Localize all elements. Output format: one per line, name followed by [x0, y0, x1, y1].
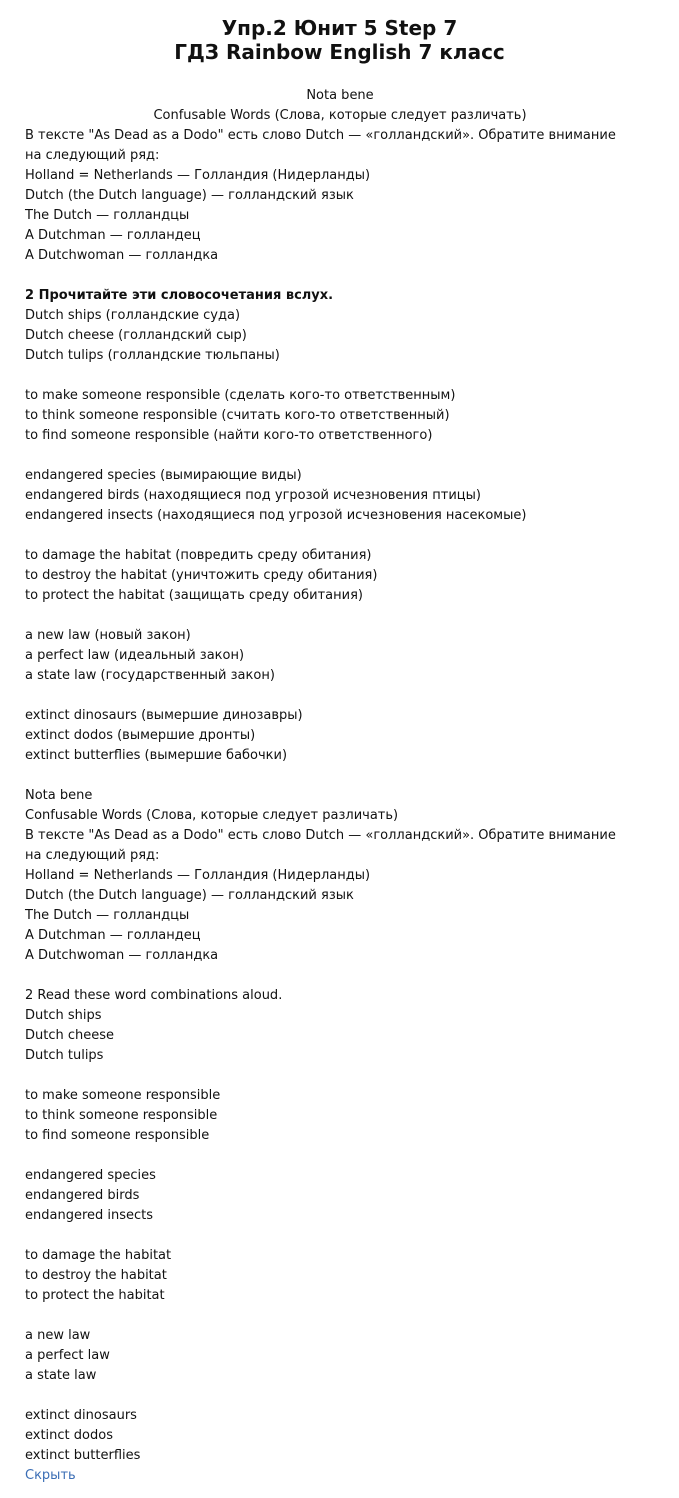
phrase-item: to think someone responsible (считать кого-то ответственный)	[25, 408, 450, 423]
nota-bene-heading: Nota bene	[25, 788, 93, 803]
list-item: The Dutch — голландцы	[25, 908, 190, 923]
phrase-item: to damage the habitat (повредить среду обитания)	[25, 548, 372, 563]
phrase-item: endangered birds	[25, 1188, 140, 1203]
phrase-item: endangered species	[25, 1168, 156, 1183]
phrase-item: endangered insects (находящиеся под угрозой исчезновения насекомые)	[25, 508, 527, 523]
spacer	[25, 606, 665, 626]
phrase-item: extinct dinosaurs	[25, 1408, 137, 1423]
nota-bene-heading: Nota bene	[306, 88, 374, 103]
phrase-item: a perfect law	[25, 1348, 110, 1363]
intro-text: В тексте "As Dead as a Dodo" есть слово Dutch — «голландский». Обратите внимание	[25, 128, 616, 143]
intro-text: на следующий ряд:	[25, 148, 160, 163]
spacer	[25, 1146, 665, 1166]
phrase-item: a new law	[25, 1328, 91, 1343]
task-heading: 2 Прочитайте эти словосочетания вслух.	[25, 288, 334, 303]
list-item: A Dutchman — голландец	[25, 928, 201, 943]
original-section	[25, 786, 665, 1466]
list-item: A Dutchman — голландец	[25, 228, 201, 243]
spacer	[25, 686, 665, 706]
spacer	[25, 266, 665, 286]
phrase-item: Dutch cheese	[25, 1028, 115, 1043]
list-item: A Dutchwoman — голландка	[25, 248, 219, 263]
spacer	[25, 1066, 665, 1086]
phrase-item: extinct butterflies (вымершие бабочки)	[25, 748, 288, 763]
spacer	[25, 1306, 665, 1326]
phrase-item: extinct dinosaurs (вымершие динозавры)	[25, 708, 303, 723]
phrase-item: extinct dodos	[25, 1428, 113, 1443]
translation-section	[25, 86, 665, 786]
spacer	[25, 526, 665, 546]
confusable-words-heading: Confusable Words (Слова, которые следует различать)	[153, 108, 527, 123]
list-item: Holland = Netherlands — Голландия (Нидерланды)	[25, 168, 371, 183]
phrase-item: endangered species (вымирающие виды)	[25, 468, 302, 483]
list-item: Holland = Netherlands — Голландия (Нидерланды)	[25, 868, 371, 883]
spacer	[25, 446, 665, 466]
phrase-item: a new law (новый закон)	[25, 628, 191, 643]
phrase-item: a perfect law (идеальный закон)	[25, 648, 245, 663]
spacer	[25, 966, 665, 986]
phrase-item: to damage the habitat	[25, 1248, 172, 1263]
phrase-item: to protect the habitat	[25, 1288, 165, 1303]
spacer	[25, 366, 665, 386]
list-item: The Dutch — голландцы	[25, 208, 190, 223]
phrase-item: to find someone responsible	[25, 1128, 210, 1143]
phrase-item: Dutch tulips	[25, 1048, 104, 1063]
confusable-words-heading: Confusable Words (Слова, которые следует различать)	[25, 808, 399, 823]
phrase-item: extinct dodos (вымершие дронты)	[25, 728, 256, 743]
intro-text: В тексте "As Dead as a Dodo" есть слово Dutch — «голландский». Обратите внимание	[25, 828, 616, 843]
phrase-item: to protect the habitat (защищать среду обитания)	[25, 588, 363, 603]
hide-link[interactable]: Скрыть	[25, 1468, 76, 1483]
page-title-line-2: ГДЗ Rainbow English 7 класс	[174, 40, 505, 64]
phrase-item: endangered birds (находящиеся под угрозой исчезновения птицы)	[25, 488, 481, 503]
phrase-item: Dutch cheese (голландский сыр)	[25, 328, 247, 343]
phrase-item: Dutch tulips (голландские тюльпаны)	[25, 348, 280, 363]
list-item: Dutch (the Dutch language) — голландский язык	[25, 888, 354, 903]
phrase-item: to destroy the habitat (уничтожить среду обитания)	[25, 568, 378, 583]
phrase-item: to make someone responsible	[25, 1088, 221, 1103]
phrase-item: to find someone responsible (найти кого-то ответственного)	[25, 428, 433, 443]
phrase-item: to make someone responsible (сделать кого-то ответственным)	[25, 388, 456, 403]
spacer	[25, 1386, 665, 1406]
list-item: A Dutchwoman — голландка	[25, 948, 219, 963]
phrase-item: endangered insects	[25, 1208, 154, 1223]
page-title	[0, 16, 679, 64]
phrase-item: Dutch ships (голландские суда)	[25, 308, 241, 323]
task-heading: 2 Read these word combinations aloud.	[25, 988, 283, 1003]
phrase-item: a state law	[25, 1368, 97, 1383]
page-title-line-1: Упр.2 Юнит 5 Step 7	[221, 16, 458, 40]
phrase-item: to destroy the habitat	[25, 1268, 167, 1283]
spacer	[25, 766, 665, 786]
phrase-item: Dutch ships	[25, 1008, 102, 1023]
list-item: Dutch (the Dutch language) — голландский язык	[25, 188, 354, 203]
phrase-item: a state law (государственный закон)	[25, 668, 275, 683]
spacer	[25, 1226, 665, 1246]
phrase-item: extinct butterflies	[25, 1448, 141, 1463]
intro-text: на следующий ряд:	[25, 848, 160, 863]
phrase-item: to think someone responsible	[25, 1108, 218, 1123]
solution-content	[25, 86, 665, 1486]
